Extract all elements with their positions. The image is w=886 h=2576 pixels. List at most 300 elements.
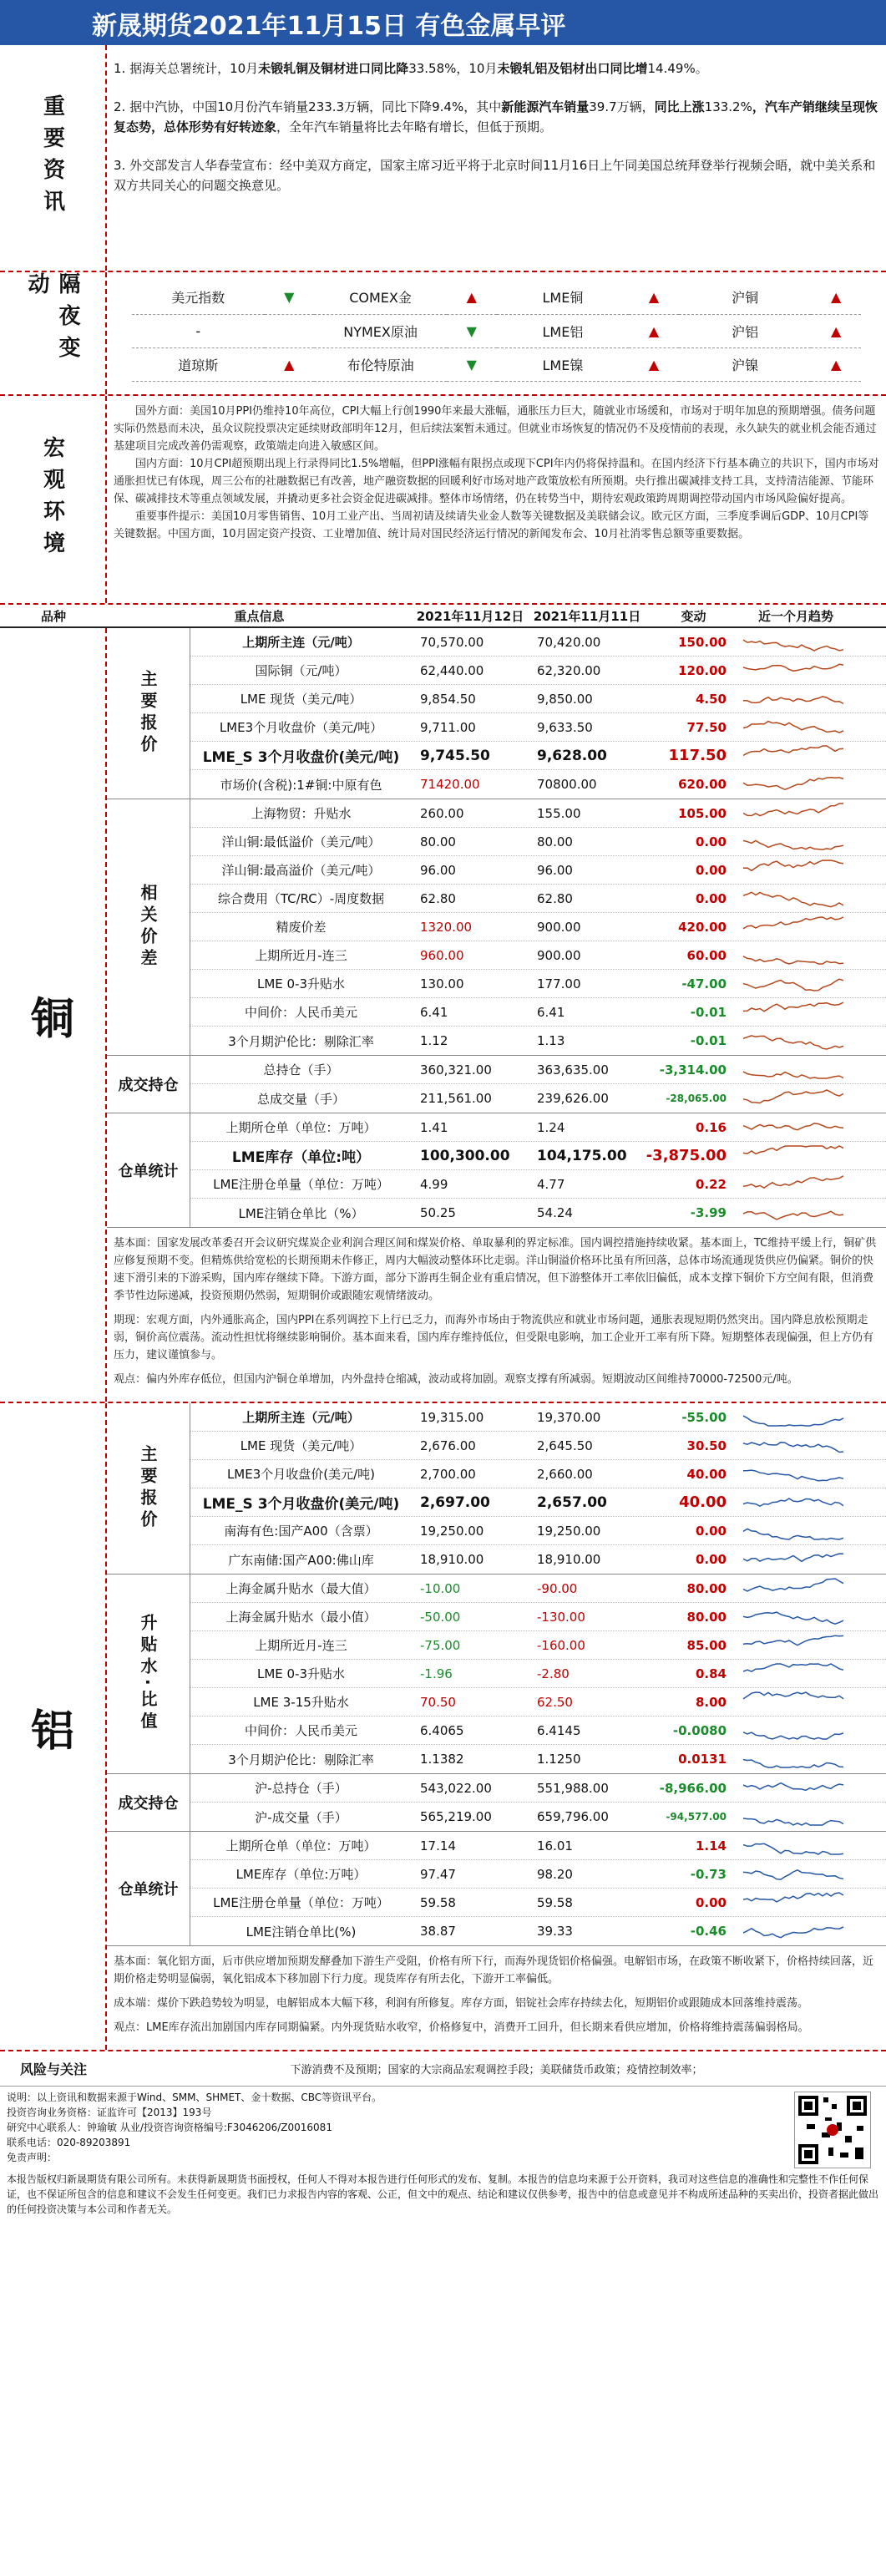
trend-cell	[742, 1142, 850, 1169]
value-today: 260.00	[420, 805, 464, 821]
trend-cell	[742, 1745, 850, 1773]
news-item-1: 1. 据海关总署统计，10月未锻轧铜及铜材进口同比降33.58%，10月未锻轧铝及铝材出口同比增14.49%。	[114, 61, 708, 76]
aluminum-analysis-paragraph: 观点：LME库存流出加剧国内库存同期偏紧。内外现货贴水收窄，价格修复中，消费开工回升，但长期来看供应增加，价格将维持震荡偏弱格局。	[114, 2021, 809, 2034]
trend-cell	[742, 856, 850, 884]
trend-sparkline	[743, 801, 847, 824]
indicator-name: 3个月期沪伦比：剔除汇率	[228, 1033, 374, 1049]
value-prev: 54.24	[537, 1205, 573, 1220]
overnight-row	[132, 281, 861, 314]
indicator-name: 南海有色:国产A00（含票）	[224, 1524, 378, 1539]
aluminum-group	[107, 1403, 886, 1575]
indicator-name: 总成交量（手）	[256, 1091, 345, 1107]
aluminum-data-row	[190, 1488, 886, 1517]
indicator-name: 上期所仓单（单位：万吨）	[225, 1838, 377, 1853]
trend-sparkline	[743, 1776, 847, 1799]
value-prev: 104,175.00	[537, 1147, 627, 1164]
header-date2: 2021年11月11日	[533, 608, 641, 624]
trend-cell	[742, 799, 850, 827]
aluminum-group-label: 升贴水·比值	[107, 1575, 190, 1773]
copper-data-row	[190, 657, 886, 685]
value-change: 120.00	[678, 662, 727, 678]
report-title: 新晟期货2021年11月15日 有色金属早评	[0, 0, 886, 45]
value-change: 8.00	[695, 1694, 727, 1710]
trend-sparkline	[743, 1718, 847, 1742]
trend-sparkline	[743, 1462, 847, 1485]
copper-data-row	[190, 742, 886, 770]
overnight-down-icon: ▼	[447, 314, 497, 347]
aluminum-data-row	[190, 1774, 886, 1803]
aluminum-data-row	[190, 1660, 886, 1688]
overnight-up-icon: ▲	[811, 314, 861, 347]
trend-sparkline	[743, 1433, 847, 1457]
indicator-name: LME注销仓单比（%）	[238, 1205, 364, 1221]
value-prev: 155.00	[537, 805, 581, 821]
copper-group	[107, 799, 886, 1056]
news-item-3: 3. 外交部发言人华春莹宣布：经中美双方商定，国家主席习近平将于北京时间11月16日上午同美国总统拜登举行视频会晤，就中美关系和双方共同关心的问题交换意见。	[114, 158, 876, 193]
aluminum-group-rows	[190, 1575, 886, 1773]
value-today: 211,561.00	[420, 1091, 492, 1106]
trend-cell	[742, 1803, 850, 1831]
indicator-name: LME 0-3升贴水	[256, 976, 346, 991]
trend-cell	[742, 1575, 850, 1602]
macro-section	[0, 396, 886, 605]
value-change: -47.00	[681, 976, 727, 991]
value-today: 62,440.00	[420, 662, 484, 678]
value-change: 0.00	[695, 1894, 727, 1910]
trend-sparkline	[743, 1919, 847, 1942]
copper-analysis-paragraph: 基本面：国家发展改革委召开会议研究煤炭企业利润合理区间和煤炭价格、单取暴利的界定标准。国内调控措施持续收紧。基本面上，TC维持平缓上行，铜矿供应修复预期不变。但精炼供给宽松的长期预期未作修正，周内大幅波动整体环比走弱。洋山铜溢价格环比虽有所回落，总体市场流通现货供应仍偏紧。铜价的快速下滑引来的下游采购，国内库存继续下降。下游方面，部分下游再生铜企业有重启情况，但下游整体开工率依旧偏低，成本支撑下铜价下方空间有限，但消费季节性边际递减，投资预期仍然弱，短期铜价或跟随宏观情绪波动。	[114, 1237, 877, 1302]
value-today: -10.00	[420, 1580, 461, 1596]
copper-data-row	[190, 1142, 886, 1170]
overnight-none-icon	[265, 314, 315, 347]
value-prev: 80.00	[537, 834, 573, 849]
macro-domestic: 国内方面：10月CPI超预期出现上行录得同比1.5%增幅，但PPI涨幅有限拐点或现下CPI年内仍将保持温和。在国内经济下行基本确立的共识下，国内市场对通胀担忧已有体现，周三公布的社融数据已有改善，地产融资数据的回暖利好市场对地产政策放松有所预期。央行推出碳减排支持工具，支持清洁能源、节能环保、碳减排技术等重点领域发展，并撬动更多社会资金促进碳减排。整体市场情绪，仍在转势当中，期待宏观政策跨周期调控带动国内市场风险偏好提高。	[114, 458, 879, 505]
value-prev: 39.33	[537, 1924, 573, 1939]
copper-group-label: 主要报价	[107, 628, 190, 799]
overnight-name: LME铝	[497, 314, 630, 347]
trend-cell	[742, 1113, 850, 1141]
trend-sparkline	[743, 971, 847, 995]
overnight-name: 沪铜	[679, 281, 812, 314]
value-today: 18,910.00	[420, 1552, 484, 1567]
value-prev: 62,320.00	[537, 662, 601, 678]
trend-cell	[742, 1660, 850, 1687]
copper-data-row	[190, 1199, 886, 1227]
copper-group-rows	[190, 799, 886, 1055]
copper-data-row	[190, 913, 886, 941]
overnight-up-icon: ▲	[629, 314, 679, 347]
value-change: 77.50	[686, 719, 727, 735]
aluminum-data-row	[190, 1403, 886, 1432]
trend-sparkline	[743, 1890, 847, 1914]
value-prev: 98.20	[537, 1866, 573, 1882]
copper-group	[107, 1056, 886, 1113]
value-change: -0.73	[690, 1866, 727, 1882]
aluminum-data-row	[190, 1460, 886, 1488]
value-prev: 659,796.00	[537, 1809, 609, 1824]
trend-cell	[742, 1603, 850, 1630]
aluminum-group	[107, 1575, 886, 1774]
value-today: 1.1382	[420, 1752, 464, 1767]
value-change: 117.50	[668, 747, 727, 764]
trend-sparkline	[743, 1143, 847, 1167]
value-change: 0.16	[695, 1119, 727, 1135]
value-change: -3,875.00	[646, 1147, 727, 1164]
footer-line: 投资咨询业务资格：证监许可【2013】193号	[7, 2107, 212, 2118]
overnight-name: LME铜	[497, 281, 630, 314]
trend-sparkline	[743, 1547, 847, 1570]
header-date1: 2021年11月12日	[416, 608, 524, 624]
value-today: 59.58	[420, 1894, 456, 1910]
value-prev: 900.00	[537, 919, 581, 935]
indicator-name: LME注册仓单量（单位：万吨）	[213, 1895, 389, 1910]
trend-sparkline	[743, 1747, 847, 1770]
trend-cell	[742, 1917, 850, 1945]
disclaimer: 本报告版权归新晟期货有限公司所有。未获得新晟期货书面授权，任何人不得对本报告进行任何形式的发布、复制。本报告的信息均来源于公开资料，我司对这些信息的准确性和完整性不作任何保证，也不保证所包含的信息和建议不会发生任何变更。我们已力求报告内容的客观、公正，但文中的观点、结论和建议仅供参考，报告中的信息或意见并不构成所述品种的买卖出价，投资者据此做出的任何投资决策与本公司和作者无关。	[7, 2173, 879, 2215]
value-today: 62.80	[420, 890, 456, 906]
trend-cell	[742, 970, 850, 997]
value-prev: 2,645.50	[537, 1438, 593, 1453]
trend-sparkline	[743, 915, 847, 938]
copper-analysis-paragraph: 观点：偏内外库存低位，但国内沪铜仓单增加，内外盘持仓缩减，波动或将加剧。观察支撑有所减弱。短期波动区间维持70000-72500元/吨。	[114, 1373, 798, 1386]
copper-data-row	[190, 1170, 886, 1199]
indicator-name: LME_S 3个月收盘价(美元/吨)	[202, 749, 400, 766]
value-today: 960.00	[420, 947, 464, 963]
indicator-name: LME3个月收盘价（美元/吨）	[219, 720, 383, 735]
indicator-name: 上海金属升贴水（最大值）	[225, 1581, 377, 1596]
value-change: -55.00	[681, 1409, 727, 1425]
aluminum-group-rows	[190, 1403, 886, 1574]
copper-data-row	[190, 828, 886, 856]
trend-sparkline	[743, 1690, 847, 1713]
overnight-row	[132, 314, 861, 347]
copper-data-row	[190, 1084, 886, 1113]
overnight-section	[0, 272, 886, 396]
overnight-name: 道琼斯	[132, 347, 265, 381]
value-today: 9,745.50	[420, 747, 490, 764]
value-prev: 177.00	[537, 976, 581, 991]
value-today: 565,219.00	[420, 1809, 492, 1824]
indicator-name: LME库存（单位:万吨）	[235, 1867, 367, 1882]
overnight-name: NYMEX原油	[314, 314, 447, 347]
value-today: 1.12	[420, 1033, 448, 1048]
value-prev: 1.13	[537, 1033, 565, 1048]
indicator-name: LME 现货（美元/吨）	[240, 692, 362, 707]
aluminum-data-row	[190, 1803, 886, 1831]
trend-sparkline	[743, 1605, 847, 1628]
trend-cell	[742, 1488, 850, 1516]
value-prev: 62.80	[537, 890, 573, 906]
aluminum-data-row	[190, 1631, 886, 1660]
value-prev: 18,910.00	[537, 1552, 601, 1567]
macro-label: 宏观环境	[39, 436, 65, 563]
value-prev: -160.00	[537, 1637, 585, 1653]
value-prev: 9,633.50	[537, 719, 593, 735]
value-today: 71420.00	[420, 777, 480, 792]
indicator-name: LME库存（单位:吨）	[231, 1149, 371, 1166]
value-today: 100,300.00	[420, 1147, 510, 1164]
value-change: -3.99	[690, 1205, 727, 1220]
value-today: 6.4065	[420, 1722, 464, 1738]
header-change: 变动	[681, 608, 706, 624]
aluminum-data-row	[190, 1860, 886, 1889]
trend-cell	[742, 913, 850, 941]
value-today: 4.99	[420, 1176, 448, 1192]
overnight-name: LME镍	[497, 347, 630, 381]
trend-sparkline	[743, 658, 847, 682]
aluminum-group	[107, 1774, 886, 1832]
trend-cell	[742, 1688, 850, 1716]
risk-section	[0, 2051, 886, 2087]
copper-data-row	[190, 1056, 886, 1084]
trend-sparkline	[743, 1172, 847, 1195]
trend-sparkline	[743, 943, 847, 966]
trend-sparkline	[743, 687, 847, 710]
trend-cell	[742, 742, 850, 769]
aluminum-group-label: 主要报价	[107, 1403, 190, 1574]
news-item-2: 2. 据中汽协，中国10月份汽车销量233.3万辆，同比下降9.4%，其中新能源汽车销量39.7万辆，同比上涨133.2%，汽车产销继续呈现恢复态势，总体形势有好转迹象，全年汽车销量将比去年略有增长，但低于预期。	[114, 99, 878, 134]
header-info: 重点信息	[234, 608, 285, 624]
overnight-down-icon: ▼	[265, 281, 315, 314]
trend-sparkline	[743, 858, 847, 881]
value-change: 0.00	[695, 834, 727, 849]
indicator-name: 市场价(含税):1#铜:中原有色	[220, 777, 382, 793]
trend-sparkline	[743, 1804, 847, 1828]
value-change: 0.00	[695, 890, 727, 906]
table-header	[0, 605, 886, 628]
value-prev: 16.01	[537, 1838, 573, 1853]
value-change: -8,966.00	[659, 1780, 727, 1796]
value-change: 0.0131	[678, 1752, 727, 1767]
value-prev: 551,988.00	[537, 1780, 609, 1796]
trend-cell	[742, 628, 850, 656]
value-change: 420.00	[678, 919, 727, 935]
copper-group	[107, 628, 886, 799]
value-today: 543,022.00	[420, 1780, 492, 1796]
value-change: 0.84	[695, 1666, 727, 1681]
macro-events: 重要事件提示：美国10月零售销售、10月工业产出、当周初请及续请失业金人数等关键数据及美联储会议。欧元区方面，三季度季调后GDP、10月CPI等关键数据。中国方面，10月固定资产投资、工业增加值、统计局对国民经济运行情况的新闻发布会、10月社消零售总额等重要数据。	[114, 510, 869, 540]
risk-label: 风险与关注	[19, 2061, 87, 2077]
aluminum-group-rows	[190, 1832, 886, 1945]
aluminum-data-row	[190, 1603, 886, 1631]
value-prev: -130.00	[537, 1609, 585, 1625]
indicator-name: 中间价：人民币美元	[244, 1723, 357, 1738]
indicator-name: 洋山铜:最高溢价（美元/吨）	[221, 863, 381, 878]
value-prev: 70800.00	[537, 777, 597, 792]
value-today: 1320.00	[420, 919, 473, 935]
value-prev: 62.50	[537, 1694, 573, 1710]
indicator-name: 沪-成交量（手）	[255, 1809, 347, 1825]
trend-sparkline	[743, 1028, 847, 1052]
copper-data-row	[190, 970, 886, 998]
copper-section	[0, 628, 886, 1403]
indicator-name: 沪-总持仓（手）	[255, 1781, 347, 1796]
overnight-label: 隔夜变动	[24, 272, 80, 368]
value-today: 2,697.00	[420, 1493, 490, 1511]
trend-sparkline	[743, 743, 847, 767]
value-change: -0.0080	[672, 1722, 727, 1738]
aluminum-analysis-paragraph: 成本端：煤价下跌趋势较为明显，电解铝成本大幅下移，利润有所修复。库存方面，铝锭社会库存持续去化，短期铝价或跟随成本回落维持震荡。	[114, 1997, 809, 2010]
value-change: 85.00	[686, 1637, 727, 1653]
indicator-name: 上期所近月-连三	[255, 1638, 347, 1653]
trend-sparkline	[743, 1519, 847, 1542]
value-today: 70.50	[420, 1694, 456, 1710]
value-change: 80.00	[686, 1580, 727, 1596]
trend-sparkline	[743, 1490, 847, 1514]
overnight-name: 沪镍	[679, 347, 812, 381]
indicator-name: 上期所近月-连三	[255, 948, 347, 963]
copper-label: 铜	[0, 628, 107, 1402]
value-prev: 19,370.00	[537, 1409, 601, 1425]
news-label: 重要资讯	[39, 94, 65, 221]
aluminum-section	[0, 1403, 886, 2051]
copper-data-row	[190, 998, 886, 1027]
indicator-name: 上海物贸：升贴水	[251, 806, 352, 821]
copper-data-row	[190, 941, 886, 970]
copper-data-row	[190, 628, 886, 657]
value-prev: 1.24	[537, 1119, 565, 1135]
trend-cell	[742, 1084, 850, 1113]
value-today: 70,570.00	[420, 634, 484, 650]
value-prev: 363,635.00	[537, 1062, 609, 1078]
value-change: -28,065.00	[666, 1093, 727, 1104]
indicator-name: LME_S 3个月收盘价(美元/吨)	[202, 1496, 400, 1513]
trend-sparkline	[743, 1057, 847, 1081]
indicator-name: LME注册仓单量（单位：万吨）	[213, 1177, 389, 1192]
overnight-up-icon: ▲	[629, 281, 679, 314]
value-today: -75.00	[420, 1637, 461, 1653]
copper-group-label: 仓单统计	[107, 1113, 190, 1227]
value-change: 40.00	[679, 1493, 727, 1511]
value-prev: 70,420.00	[537, 634, 601, 650]
value-today: 17.14	[420, 1838, 456, 1853]
risk-text: 下游消费不及预期；国家的大宗商品宏观调控手段；美联储货币政策；疫情控制效率；	[290, 2064, 703, 2077]
copper-groups	[107, 628, 886, 1228]
copper-data-row	[190, 713, 886, 742]
footer-lines	[0, 2087, 886, 2168]
macro-foreign: 国外方面：美国10月PPI仍维持10年高位，CPI大幅上行创1990年来最大涨幅，通胀压力巨大，随就业市场缓和，市场对于明年加息的预期增强。债务问题实际仍然悬而未决，虽众议院投票决定延续财政部明年12月，但后续法案暂未通过。但就业市场恢复的情况仍不及疫情前的表现，永久缺失的就业机会能否通过基建项目完成改善仍需观察，政策端走向进入敏感区间。	[114, 405, 877, 453]
footer-line: 免责声明：	[7, 2152, 58, 2163]
trend-sparkline	[743, 886, 847, 910]
qr-code-image	[794, 2092, 871, 2168]
overnight-name: 布伦特原油	[314, 347, 447, 381]
value-prev: 900.00	[537, 947, 581, 963]
value-today: 130.00	[420, 976, 464, 991]
value-today: 6.41	[420, 1004, 448, 1020]
aluminum-groups	[107, 1403, 886, 1946]
value-change: 80.00	[686, 1609, 727, 1625]
trend-cell	[742, 1716, 850, 1744]
trend-sparkline	[743, 772, 847, 795]
overnight-name: 美元指数	[132, 281, 265, 314]
indicator-name: 总持仓（手）	[263, 1062, 339, 1078]
trend-sparkline	[743, 1833, 847, 1857]
indicator-name: LME注销仓单比(%)	[246, 1924, 357, 1940]
trend-cell	[742, 685, 850, 712]
news-section	[0, 45, 886, 272]
trend-cell	[742, 1027, 850, 1055]
overnight-row	[132, 347, 861, 381]
trend-cell	[742, 1631, 850, 1659]
value-today: 38.87	[420, 1924, 456, 1939]
value-prev: -2.80	[537, 1666, 570, 1681]
indicator-name: 精废价差	[276, 920, 327, 935]
trend-cell	[742, 828, 850, 855]
trend-cell	[742, 1460, 850, 1488]
trend-cell	[742, 657, 850, 684]
value-change: -0.01	[690, 1004, 727, 1020]
aluminum-data-row	[190, 1832, 886, 1860]
value-today: 9,711.00	[420, 719, 476, 735]
indicator-name: 上期所主连（元/吨）	[242, 635, 360, 650]
copper-group-label: 成交持仓	[107, 1056, 190, 1113]
copper-data-row	[190, 856, 886, 885]
trend-cell	[742, 1889, 850, 1916]
overnight-up-icon: ▲	[265, 347, 315, 381]
trend-cell	[742, 713, 850, 741]
value-prev: 9,628.00	[537, 747, 607, 764]
value-today: 50.25	[420, 1205, 456, 1220]
value-change: 105.00	[678, 805, 727, 821]
aluminum-analysis	[107, 1946, 886, 2050]
aluminum-data-row	[190, 1432, 886, 1460]
value-today: 97.47	[420, 1866, 456, 1882]
copper-data-row	[190, 685, 886, 713]
value-change: -94,577.00	[666, 1811, 727, 1823]
copper-group-label: 相关价差	[107, 799, 190, 1055]
trend-cell	[742, 998, 850, 1026]
overnight-up-icon: ▲	[629, 347, 679, 381]
trend-cell	[742, 770, 850, 799]
value-today: 1.41	[420, 1119, 448, 1135]
value-change: 60.00	[686, 947, 727, 963]
trend-cell	[742, 1199, 850, 1227]
value-change: 0.22	[695, 1176, 727, 1192]
copper-data-row	[190, 1027, 886, 1055]
value-prev: 9,850.00	[537, 691, 593, 707]
header-kind: 品种	[40, 608, 66, 624]
value-change: 1.14	[695, 1838, 727, 1853]
aluminum-data-row	[190, 1545, 886, 1574]
value-prev: 6.4145	[537, 1722, 581, 1738]
value-today: 96.00	[420, 862, 456, 878]
trend-sparkline	[743, 1576, 847, 1600]
trend-sparkline	[743, 1661, 847, 1685]
aluminum-group-label: 仓单统计	[107, 1832, 190, 1945]
footer-line: 研究中心联系人：钟瑜敏 从业/投资咨询资格编号:F3046206/Z0016081	[7, 2122, 332, 2133]
overnight-up-icon: ▲	[811, 347, 861, 381]
value-today: 360,321.00	[420, 1062, 492, 1078]
aluminum-label: 铝	[0, 1403, 107, 2050]
value-change: -3,314.00	[659, 1062, 727, 1078]
aluminum-data-row	[190, 1688, 886, 1716]
aluminum-data-row	[190, 1716, 886, 1745]
value-today: 19,315.00	[420, 1409, 484, 1425]
value-change: 0.00	[695, 862, 727, 878]
value-prev: 19,250.00	[537, 1523, 601, 1539]
trend-cell	[742, 1860, 850, 1888]
overnight-down-icon: ▼	[447, 347, 497, 381]
aluminum-data-row	[190, 1575, 886, 1603]
trend-sparkline	[743, 1115, 847, 1138]
indicator-name: 国际铜（元/吨）	[255, 663, 347, 678]
value-change: 40.00	[686, 1466, 727, 1482]
value-prev: 96.00	[537, 862, 573, 878]
value-prev: 59.58	[537, 1894, 573, 1910]
copper-analysis	[107, 1228, 886, 1402]
aluminum-data-row	[190, 1889, 886, 1917]
copper-data-row	[190, 799, 886, 828]
